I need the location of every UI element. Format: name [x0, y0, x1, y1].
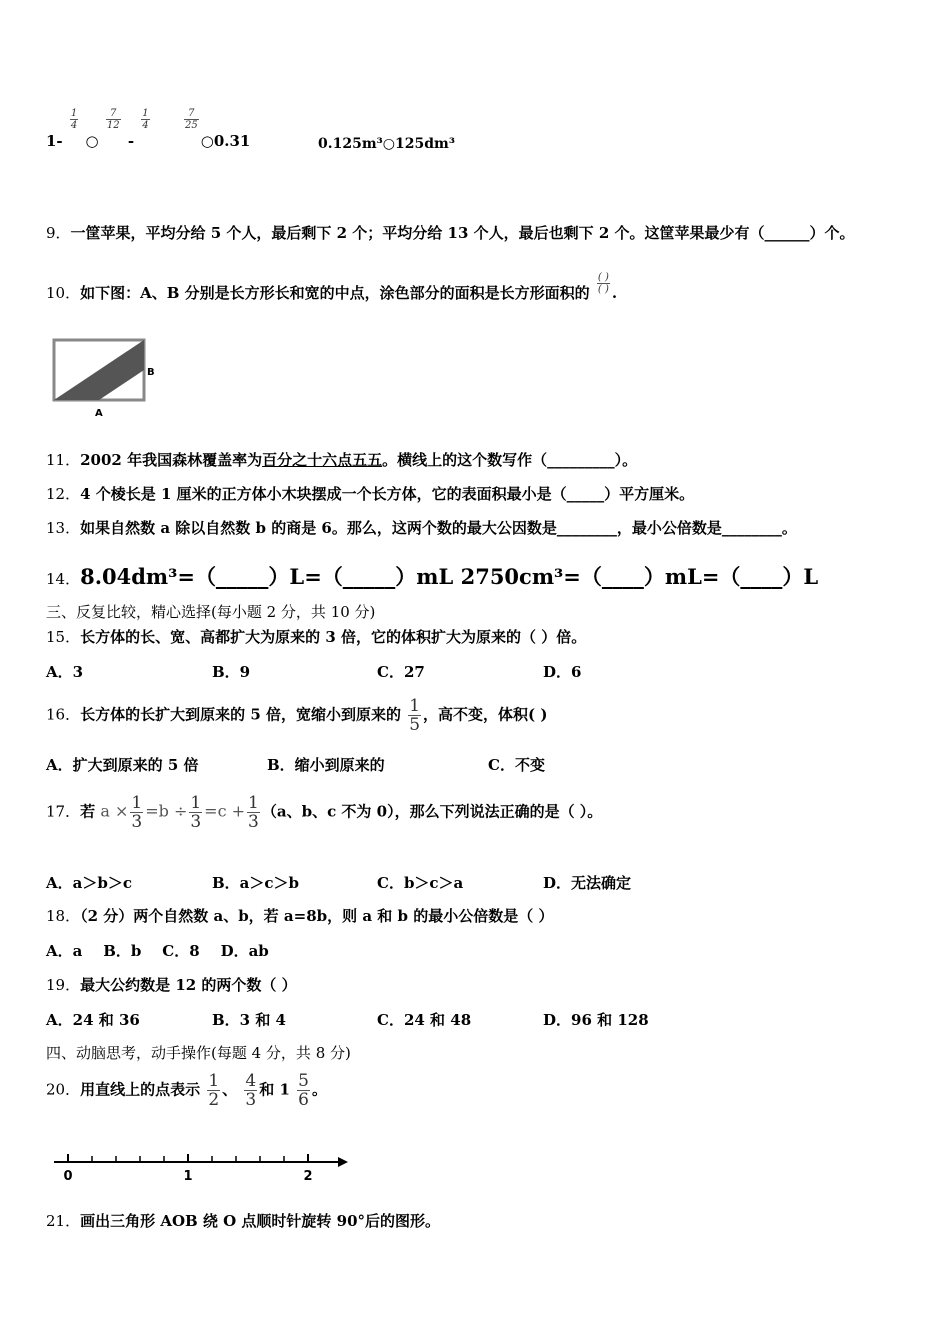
- q17-option-d[interactable]: D．无法确定: [543, 874, 632, 892]
- fraction: $\frac{1}{3}$: [131, 793, 143, 832]
- question-21: 21．画出三角形 AOB 绕 O 点顺时针旋转 90°后的图形。: [46, 1212, 441, 1230]
- label-1: 1: [183, 1169, 193, 1184]
- q15-option-b[interactable]: B．9: [212, 663, 251, 681]
- compare-1: 1- $\frac{1}{4}$ ○ $\frac{7}{12}$ - $\frac{1}{4}$: [46, 108, 149, 150]
- blank-fraction: $\frac{( )}{( )}$: [597, 272, 609, 295]
- label-b: B: [147, 367, 155, 378]
- question-12: 12．4 个棱长是 1 厘米的正方体小木块摆成一个长方体，它的表面积最小是（_____）平方厘米。: [46, 485, 695, 503]
- q19-option-a[interactable]: A．24 和 36: [46, 1011, 140, 1029]
- section-4-heading: 四、动脑思考，动手操作(每题 4 分，共 8 分): [46, 1044, 351, 1062]
- number-line-arrow: [338, 1157, 348, 1167]
- q19-option-d[interactable]: D．96 和 128: [543, 1011, 649, 1029]
- comparison-line: [46, 108, 455, 152]
- q15-option-d[interactable]: D．6: [543, 663, 582, 681]
- q19-option-c[interactable]: C．24 和 48: [377, 1011, 472, 1029]
- question-20: 20．用直线上的点表示 $\frac{1}{2}$ 、 $\frac{4}{3}$ 和 1 $\frac{5}{6}$ 。: [46, 1071, 327, 1110]
- fraction: $\frac{4}{3}$: [245, 1071, 257, 1110]
- fraction: $\frac{1}{4}$: [70, 108, 78, 131]
- question-17: 17．若 a × $\frac{1}{3}$ =b ÷ $\frac{1}{3}$ =c + $\frac{1}{3}$ （a、b、c 不为 0），那么下列说法正确的是（ ）。: [46, 793, 603, 832]
- fraction: $\frac{7}{12}$: [106, 108, 120, 131]
- question-16: 16．长方体的长扩大到原来的 5 倍，宽缩小到原来的 $\frac{1}{5}$ ，高不变，体积( ): [46, 696, 548, 735]
- compare-2: $\frac{7}{25}$ ○0.31: [185, 108, 251, 150]
- label-2: 2: [303, 1169, 313, 1184]
- fraction: $\frac{1}{2}$: [208, 1071, 220, 1110]
- q16-option-b[interactable]: B．缩小到原来的: [267, 756, 385, 774]
- label-a: A: [95, 408, 103, 419]
- question-14: 14．8.04dm³=（_____）L=（_____）mL 2750cm³=（____）mL=（____）L: [46, 564, 819, 589]
- compare-3: 0.125m³○125dm³: [318, 136, 455, 152]
- label-0: 0: [63, 1169, 73, 1184]
- question-13: 13．如果自然数 a 除以自然数 b 的商是 6。那么，这两个数的最大公因数是________，最小公倍数是________。: [46, 519, 797, 537]
- fraction: $\frac{1}{3}$: [248, 793, 259, 832]
- fraction: $\frac{1}{5}$: [409, 696, 421, 735]
- q15-option-c[interactable]: C．27: [377, 663, 425, 681]
- question-19: 19．最大公约数是 12 的两个数（ ）: [46, 976, 297, 994]
- question-15: 15．长方体的长、宽、高都扩大为原来的 3 倍，它的体积扩大为原来的（ ）倍。: [46, 628, 587, 646]
- q17-option-a[interactable]: A．a＞b＞c: [46, 874, 132, 892]
- q19-option-b[interactable]: B．3 和 4: [212, 1011, 286, 1029]
- fraction: $\frac{1}{4}$: [142, 108, 149, 131]
- section-3-heading: 三、反复比较，精心选择(每小题 2 分，共 10 分): [46, 603, 376, 621]
- fraction: $\frac{1}{3}$: [190, 793, 202, 832]
- fraction: $\frac{7}{25}$: [185, 108, 198, 131]
- question-11: 11．2002 年我国森林覆盖率为百分之十六点五五。横线上的这个数写作（_________）。: [46, 451, 638, 469]
- fraction: $\frac{5}{6}$: [298, 1071, 309, 1110]
- question-10: 10．如下图：A、B 分别是长方形长和宽的中点，涂色部分的面积是长方形面积的 $\frac{( )}{( )}$ .: [46, 272, 618, 302]
- q17-option-b[interactable]: B．a＞c＞b: [212, 874, 300, 892]
- number-line: [48, 1148, 358, 1188]
- question-9: 9．一筐苹果，平均分给 5 个人，最后剩下 2 个；平均分给 13 个人，最后也剩下 2 个。这筐苹果最少有（______）个。: [46, 224, 855, 242]
- q16-option-c[interactable]: C．不变: [488, 756, 545, 774]
- q16-option-a[interactable]: A．扩大到原来的 5 倍: [46, 756, 199, 774]
- q17-option-c[interactable]: C．b＞c＞a: [377, 874, 464, 892]
- rectangle-figure: [48, 334, 168, 424]
- question-18: 18．（2 分）两个自然数 a、b，若 a=8b，则 a 和 b 的最小公倍数是（ ）: [46, 907, 554, 925]
- q18-options[interactable]: A．a B．b C．8 D．ab: [46, 942, 269, 960]
- q15-option-a[interactable]: A．3: [46, 663, 84, 681]
